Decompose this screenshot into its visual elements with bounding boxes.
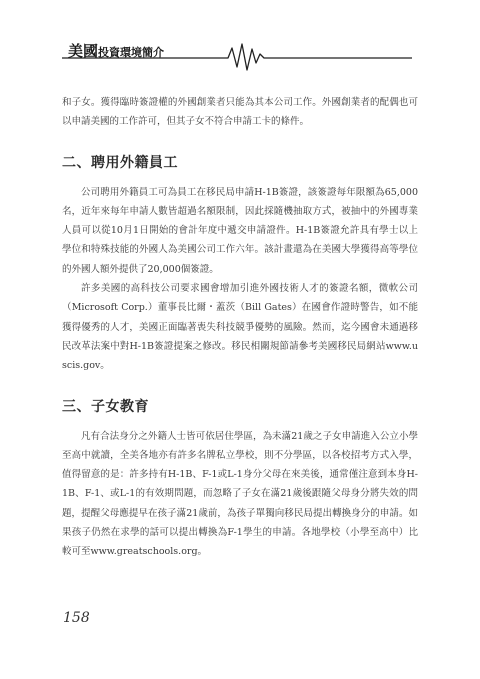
- paragraph-school-enrollment: 凡有合法身分之外籍人士皆可依居住學區，為未滿21歲之子女申請進入公立小學至高中就讀，全美各地亦有許多名牌私立學校，則不分學區，以各校招考方式入學，值得留意的是：許多持有H-1B、F-1或L-1身分父母在來美後，通常僅注意到本身H-1B、F-1、或L-1的有效期問題，而忽略了子女在滿21歲後跟隨父母身分將失效的問題，提醒父母應提早在孩子滿21歲前，為孩子單獨向移民局提出轉換身分的申請。如果孩子仍然在求學的話可以提出轉換為F-1學生的申請。各地學校（小學至高中）比較可至www.greatschools.org。: [62, 430, 418, 558]
- paragraph-h1b-visa: 公司聘用外籍員工可為員工在移民局申請H-1B簽證，該簽證每年限額為65,000名，近年來每年申請人數皆超過名額限制，因此採隨機抽取方式，被抽中的外國專業人員可以從10月1日開始的會計年度中遞交申請證件。H-1B簽證允許具有學士以上學位和特殊技能的外國人為美國公司工作六年。該計畫還為在美國大學獲得高等學位的外國人額外提供了20,000個簽證。: [62, 186, 418, 275]
- running-header: [62, 36, 422, 76]
- paragraph-continuation: 和子女。獲得臨時簽證權的外國創業者只能為其本公司工作。外國創業者的配偶也可以申請美國的工作許可，但其子女不符合申請工卡的條件。: [62, 97, 418, 128]
- paragraph-tech-companies: 許多美國的高科技公司要求國會增加引進外國技術人才的簽證名額，微軟公司（Microsoft Corp.）董事長比爾・蓋茨（Bill Gates）在國會作證時警告，如不能獲得優秀的人才，美國正面臨著喪失科技競爭優勢的風險。然而，迄今國會未通過移民改革法案中對H-1B簽證提案之修改。移民相關規節請參考美國移民局網站www.uscis.gov。: [62, 283, 418, 372]
- page-body: [62, 93, 418, 562]
- page-number: 158: [63, 610, 90, 626]
- header-title-sub: 投資環境簡介: [98, 46, 165, 59]
- section-heading-foreign-employees: 二、聘用外籍員工: [62, 154, 178, 171]
- header-title-main: 美國: [68, 42, 99, 60]
- section-heading-children-education: 三、子女教育: [62, 398, 149, 415]
- header-title: [68, 40, 164, 61]
